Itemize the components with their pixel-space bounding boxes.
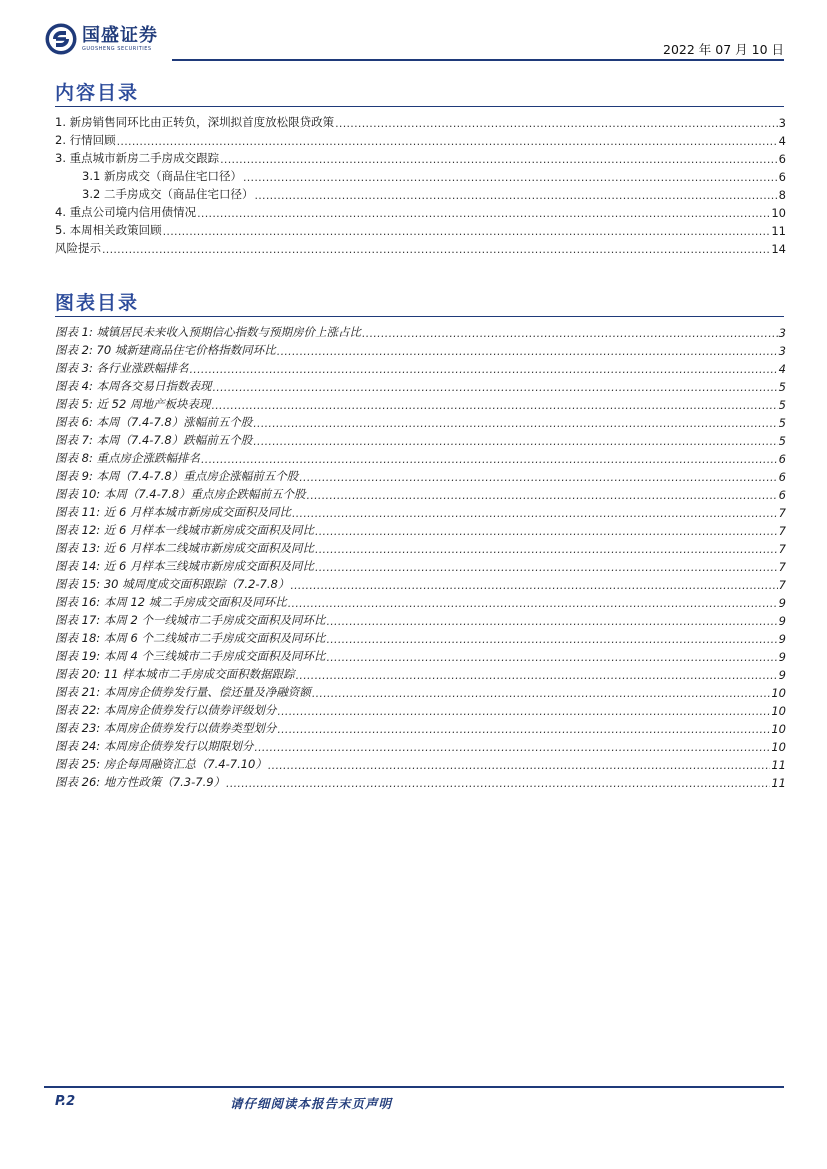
report-date: 2022 年 07 月 10 日 bbox=[663, 42, 784, 57]
toc-list bbox=[55, 112, 786, 256]
figure-entry[interactable]: 图表 2: 70 城新建商品住宅价格指数同环比 ..... 3 bbox=[55, 340, 786, 358]
logo-name: 国盛证券 bbox=[82, 24, 158, 46]
company-logo bbox=[44, 22, 158, 56]
figure-entry[interactable]: 图表 14: 近 6 月样本三线城市新房成交面积及同比 ..... 7 bbox=[55, 556, 786, 574]
figure-entry[interactable]: 图表 1: 城镇居民未来收入预期信心指数与预期房价上涨占比 ..... 3 bbox=[55, 322, 786, 340]
figure-entry[interactable]: 图表 15: 30 城周度成交面积跟踪（7.2-7.8） ..... 7 bbox=[55, 574, 786, 592]
logo-subtitle: GUOSHENG SECURITIES bbox=[82, 45, 152, 52]
figure-entry[interactable]: 图表 12: 近 6 月样本一线城市新房成交面积及同比 ..... 7 bbox=[55, 520, 786, 538]
toc-subentry[interactable]: 3.1 新房成交（商品住宅口径） ..... 6 bbox=[55, 166, 786, 184]
figure-entry[interactable]: 图表 4: 本周各交易日指数表现 ..... 5 bbox=[55, 376, 786, 394]
figure-entry[interactable]: 图表 23: 本周房企债券发行以债券类型划分 ..... 10 bbox=[55, 718, 786, 736]
figure-entry[interactable]: 图表 13: 近 6 月样本二线城市新房成交面积及同比 ..... 7 bbox=[55, 538, 786, 556]
figure-entry[interactable]: 图表 24: 本周房企债券发行以期限划分 ..... 10 bbox=[55, 736, 786, 754]
figure-entry[interactable]: 图表 21: 本周房企债券发行量、偿还量及净融资额 ..... 10 bbox=[55, 682, 786, 700]
page-header bbox=[44, 22, 784, 62]
figure-entry[interactable]: 图表 19: 本周 4 个三线城市二手房成交面积及同环比 ..... 9 bbox=[55, 646, 786, 664]
figure-entry[interactable]: 图表 9: 本周（7.4-7.8）重点房企涨幅前五个股 ..... 6 bbox=[55, 466, 786, 484]
figure-entry[interactable]: 图表 10: 本周（7.4-7.8）重点房企跌幅前五个股 ..... 6 bbox=[55, 484, 786, 502]
figure-entry[interactable]: 图表 16: 本周 12 城二手房成交面积及同环比 ..... 9 bbox=[55, 592, 786, 610]
toc-entry[interactable]: 3. 重点城市新房二手房成交跟踪 ..... 6 bbox=[55, 148, 786, 166]
figures-heading: 图表目录 bbox=[55, 292, 140, 314]
toc-entry[interactable]: 1. 新房销售同环比由正转负，深圳拟首度放松限贷政策 ..... 3 bbox=[55, 112, 786, 130]
figure-entry[interactable]: 图表 5: 近 52 周地产板块表现 ..... 5 bbox=[55, 394, 786, 412]
figure-entry[interactable]: 图表 11: 近 6 月样本城市新房成交面积及同比 ..... 7 bbox=[55, 502, 786, 520]
toc-entry[interactable]: 风险提示 ..... 14 bbox=[55, 238, 786, 256]
figure-entry[interactable]: 图表 18: 本周 6 个二线城市二手房成交面积及同环比 ..... 9 bbox=[55, 628, 786, 646]
figure-entry[interactable]: 图表 3: 各行业涨跌幅排名 ..... 4 bbox=[55, 358, 786, 376]
figure-entry[interactable]: 图表 26: 地方性政策（7.3-7.9） ..... 11 bbox=[55, 772, 786, 790]
figure-entry[interactable]: 图表 17: 本周 2 个一线城市二手房成交面积及同环比 ..... 9 bbox=[55, 610, 786, 628]
toc-heading-rule bbox=[55, 106, 784, 107]
guosheng-logo-icon bbox=[44, 22, 78, 56]
figure-entry[interactable]: 图表 6: 本周（7.4-7.8）涨幅前五个股 ..... 5 bbox=[55, 412, 786, 430]
toc-entry[interactable]: 4. 重点公司境内信用债情况 ..... 10 bbox=[55, 202, 786, 220]
toc-entry[interactable]: 2. 行情回顾 ..... 4 bbox=[55, 130, 786, 148]
figure-entry[interactable]: 图表 8: 重点房企涨跌幅排名 ..... 6 bbox=[55, 448, 786, 466]
toc-subentry[interactable]: 3.2 二手房成交（商品住宅口径） ..... 8 bbox=[55, 184, 786, 202]
figures-heading-rule bbox=[55, 316, 784, 317]
figure-entry[interactable]: 图表 22: 本周房企债券发行以债券评级划分 ..... 10 bbox=[55, 700, 786, 718]
figure-entry[interactable]: 图表 25: 房企每周融资汇总（7.4-7.10） ..... 11 bbox=[55, 754, 786, 772]
toc-heading: 内容目录 bbox=[55, 82, 140, 104]
page-number: P.2 bbox=[55, 1094, 76, 1109]
figure-entry[interactable]: 图表 7: 本周（7.4-7.8）跌幅前五个股 ..... 5 bbox=[55, 430, 786, 448]
footer-rule bbox=[44, 1086, 784, 1088]
figures-list bbox=[55, 322, 786, 790]
disclaimer-note: 请仔细阅读本报告末页声明 bbox=[230, 1096, 393, 1111]
header-rule bbox=[172, 59, 784, 61]
figure-entry[interactable]: 图表 20: 11 样本城市二手房成交面积数据跟踪 ..... 9 bbox=[55, 664, 786, 682]
toc-entry[interactable]: 5. 本周相关政策回顾 ..... 11 bbox=[55, 220, 786, 238]
